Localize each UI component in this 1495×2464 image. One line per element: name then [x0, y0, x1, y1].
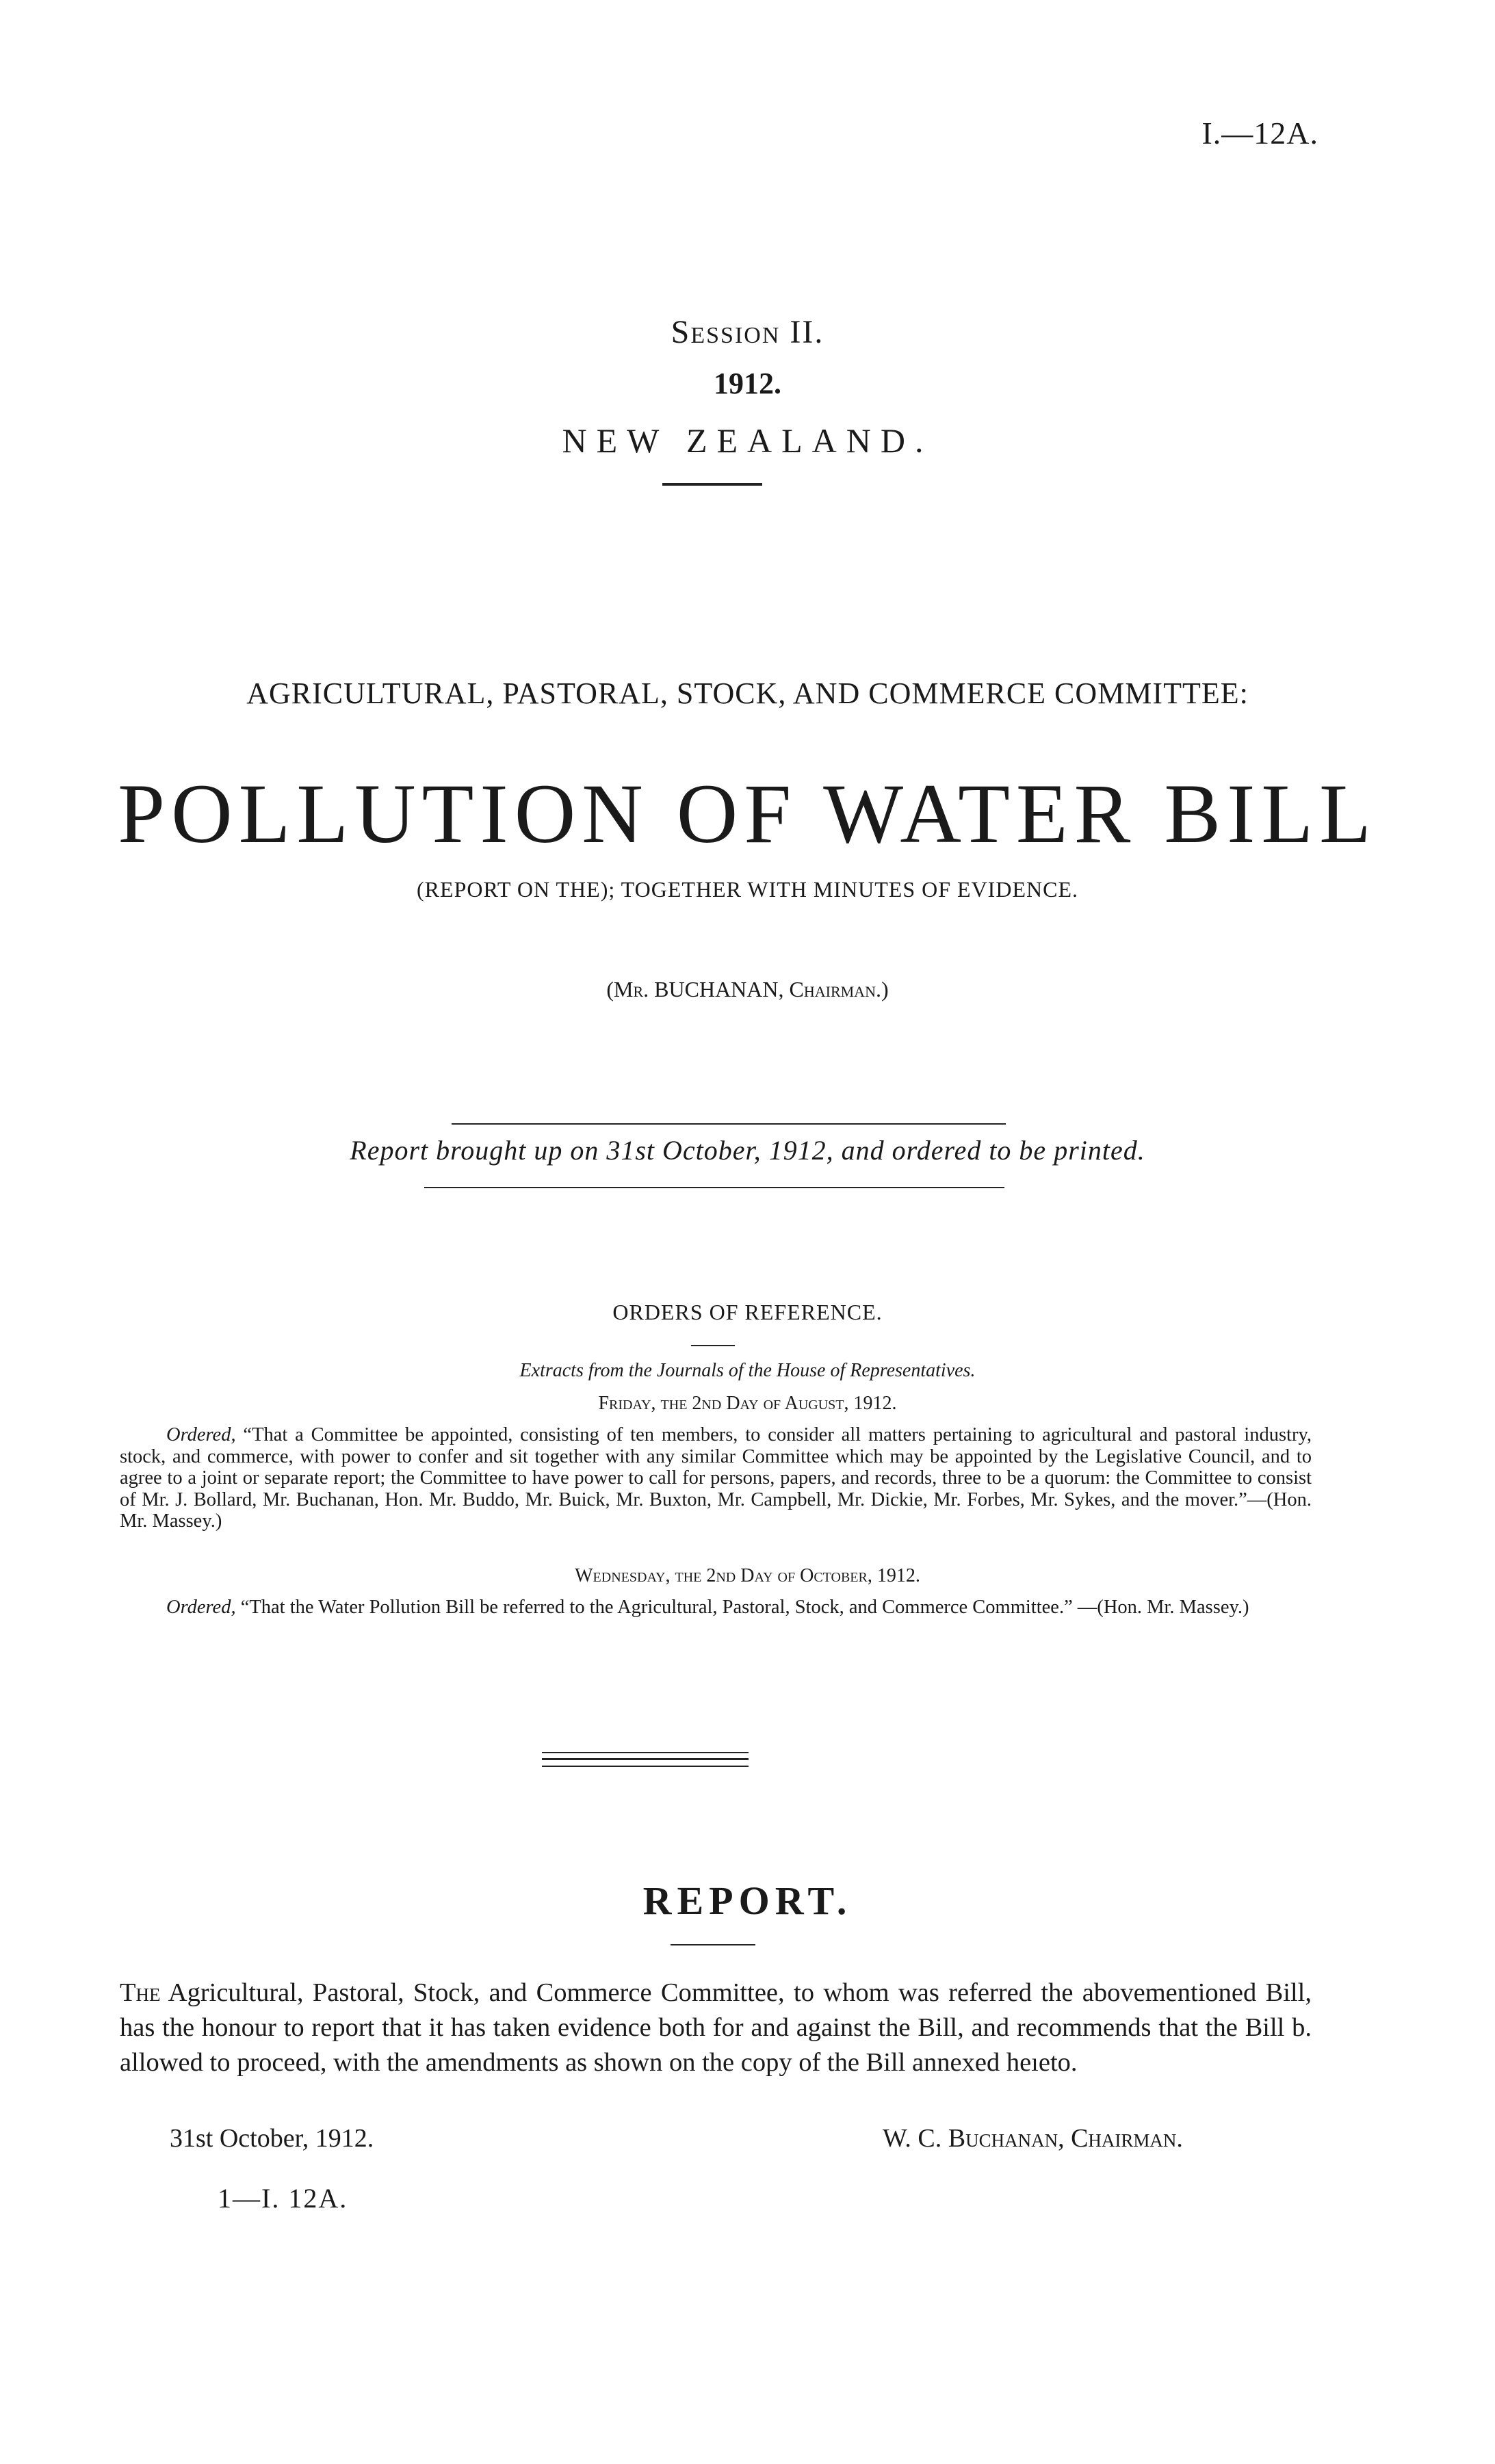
ordered-label: Ordered, [166, 1597, 236, 1618]
order-paragraph-referral [120, 1597, 1312, 1618]
ordered-label: Ordered, [166, 1424, 236, 1445]
session-label: Session II. [671, 314, 824, 350]
chairman-line: (Mr. BUCHANAN, Chairman.) [606, 977, 889, 1001]
report-heading: REPORT. [642, 1878, 853, 1923]
section-divider-3 [542, 1766, 749, 1767]
report-divider-bottom [424, 1187, 1004, 1188]
order-paragraph-committee [120, 1424, 1312, 1532]
report-date: 31st October, 1912. [170, 2124, 374, 2153]
bill-title: POLLUTION OF WATER BILL [118, 767, 1377, 861]
chairman-signature: W. C. Buchanan, Chairman. [883, 2124, 1183, 2153]
section-divider-2 [542, 1758, 749, 1760]
title-divider [662, 483, 762, 486]
year-label: 1912. [714, 367, 781, 400]
report-text: Agricultural, Pastoral, Stock, and Commerce Committee, to whom was referred the abovementioned Bill, has the honour to report that it has taken evidence both for and against the Bill, and recommends that the Bill b. allowed to proceed, with the amendments as shown on the copy of the Bill annexed heıeto. [120, 1978, 1312, 2077]
orders-divider [691, 1345, 735, 1346]
order-date-october: Wednesday, the 2nd Day of October, 1912. [575, 1565, 920, 1586]
section-divider-1 [542, 1752, 749, 1753]
extracts-subheading: Extracts from the Journals of the House of Representatives. [519, 1360, 976, 1381]
report-heading-divider [671, 1944, 755, 1945]
country-label: NEW ZEALAND. [562, 421, 933, 460]
report-body [120, 1976, 1312, 2080]
order-date-august: Friday, the 2nd Day of August, 1912. [598, 1393, 897, 1414]
orders-of-reference-heading: ORDERS OF REFERENCE. [612, 1300, 883, 1324]
page-number: 1—I. 12A. [218, 2183, 348, 2214]
report-divider-top [452, 1123, 1006, 1125]
report-brought-up-line: Report brought up on 31st October, 1912, and ordered to be printed. [350, 1135, 1145, 1166]
page-reference: I.—12A. [1201, 116, 1318, 150]
report-lead-word: The [120, 1978, 161, 2007]
report-subtitle: (REPORT ON THE); TOGETHER WITH MINUTES OF EVIDENCE. [417, 877, 1078, 902]
order-text: “That a Committee be appointed, consisting of ten members, to consider all matters pertaining to agricultural and pastoral industry, stock, and commerce, with power to confer and sit together with any similar Committee which may be appointed by the Legislative Council, and to agree to a joint or separate report; the Committee to have power to call for persons, papers, and records, three to be a quorum: the Committee to consist of Mr. J. Bollard, Mr. Buchanan, Hon. Mr. Buddo, Mr. Buick, Mr. Buxton, Mr. Campbell, Mr. Dickie, Mr. Forbes, Mr. Sykes, and the mover.”—(Hon. Mr. Massey.) [120, 1424, 1312, 1532]
order-text: “That the Water Pollution Bill be referred to the Agricultural, Pastoral, Stock, and Commerce Committee.” —(Hon. Mr. Massey.) [235, 1597, 1249, 1618]
committee-name: AGRICULTURAL, PASTORAL, STOCK, AND COMMERCE COMMITTEE: [246, 677, 1249, 710]
